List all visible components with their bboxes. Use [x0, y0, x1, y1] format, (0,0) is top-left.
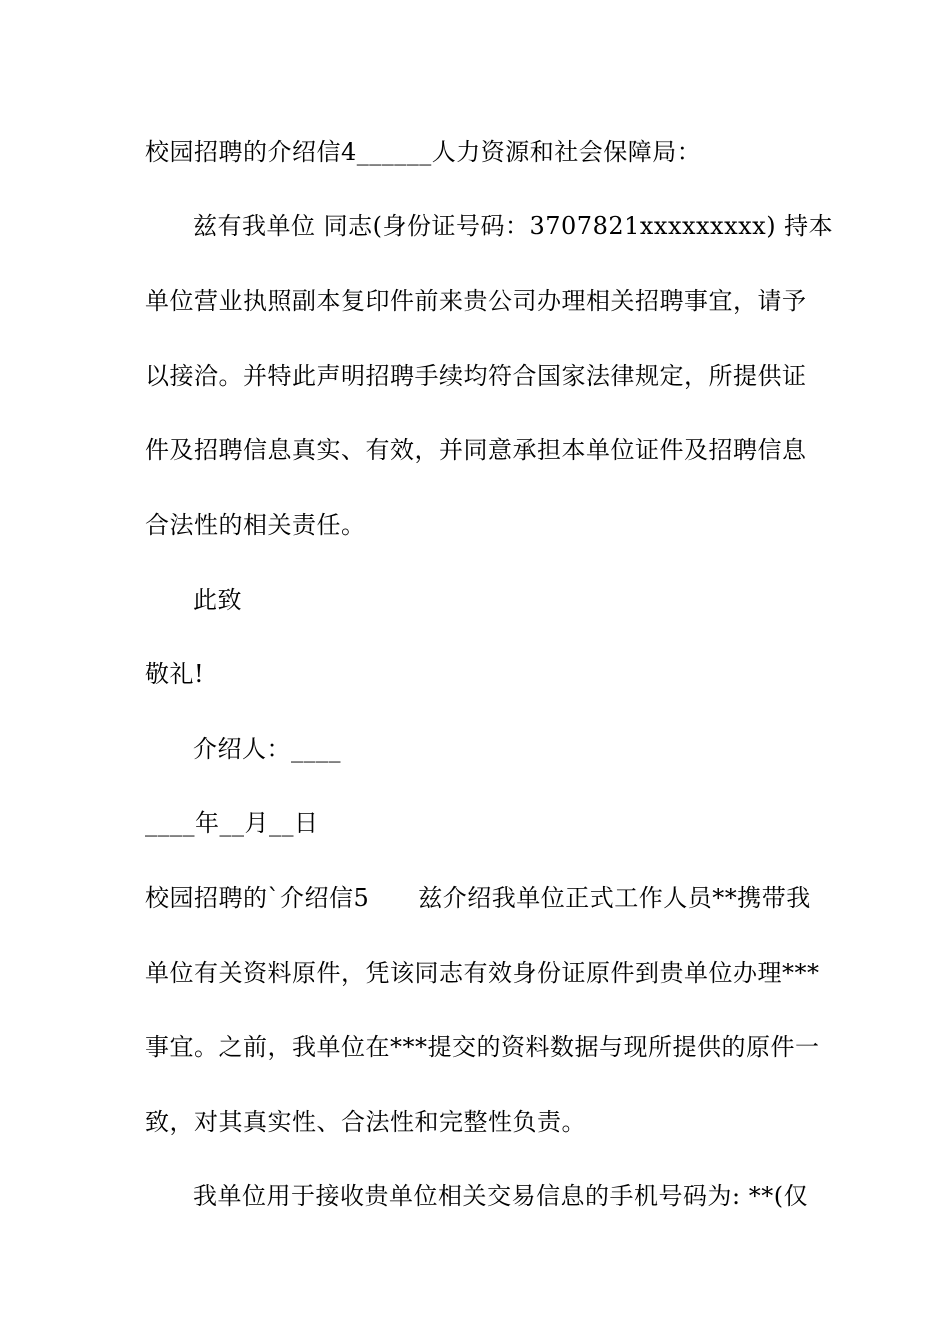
introducer-line: 介绍人：____ [193, 735, 341, 763]
closing-cizhi: 此致 [193, 586, 242, 614]
closing-jingli: 敬礼! [145, 660, 205, 688]
letter4-body-line-3: 以接洽。并特此声明招聘手续均符合国家法律规定，所提供证 [145, 362, 807, 390]
letter4-title-line: 校园招聘的介绍信4______人力资源和社会保障局： [145, 138, 702, 166]
letter5-body-line-4: 致，对其真实性、合法性和完整性负责。 [145, 1108, 586, 1136]
letter4-body-line-5: 合法性的相关责任。 [145, 511, 366, 539]
letter4-body-line-4: 件及招聘信息真实、有效，并同意承担本单位证件及招聘信息 [145, 436, 807, 464]
letter4-body-line-2: 单位营业执照副本复印件前来贵公司办理相关招聘事宜，请予 [145, 287, 807, 315]
letter4-body-line-1: 兹有我单位 同志(身份证号码：3707821xxxxxxxxx) 持本 [193, 212, 834, 240]
letter5-body-line-3: 事宜。之前，我单位在***提交的资料数据与现所提供的原件一 [145, 1033, 820, 1061]
letter5-phone-line: 我单位用于接收贵单位相关交易信息的手机号码为: **(仅 [193, 1182, 809, 1210]
letter5-body-line-2: 单位有关资料原件，凭该同志有效身份证原件到贵单位办理*** [145, 959, 820, 987]
date-line: ____年__月__日 [145, 809, 319, 837]
letter5-body-line-1: 校园招聘的`介绍信5 兹介绍我单位正式工作人员**携带我 [145, 884, 811, 912]
